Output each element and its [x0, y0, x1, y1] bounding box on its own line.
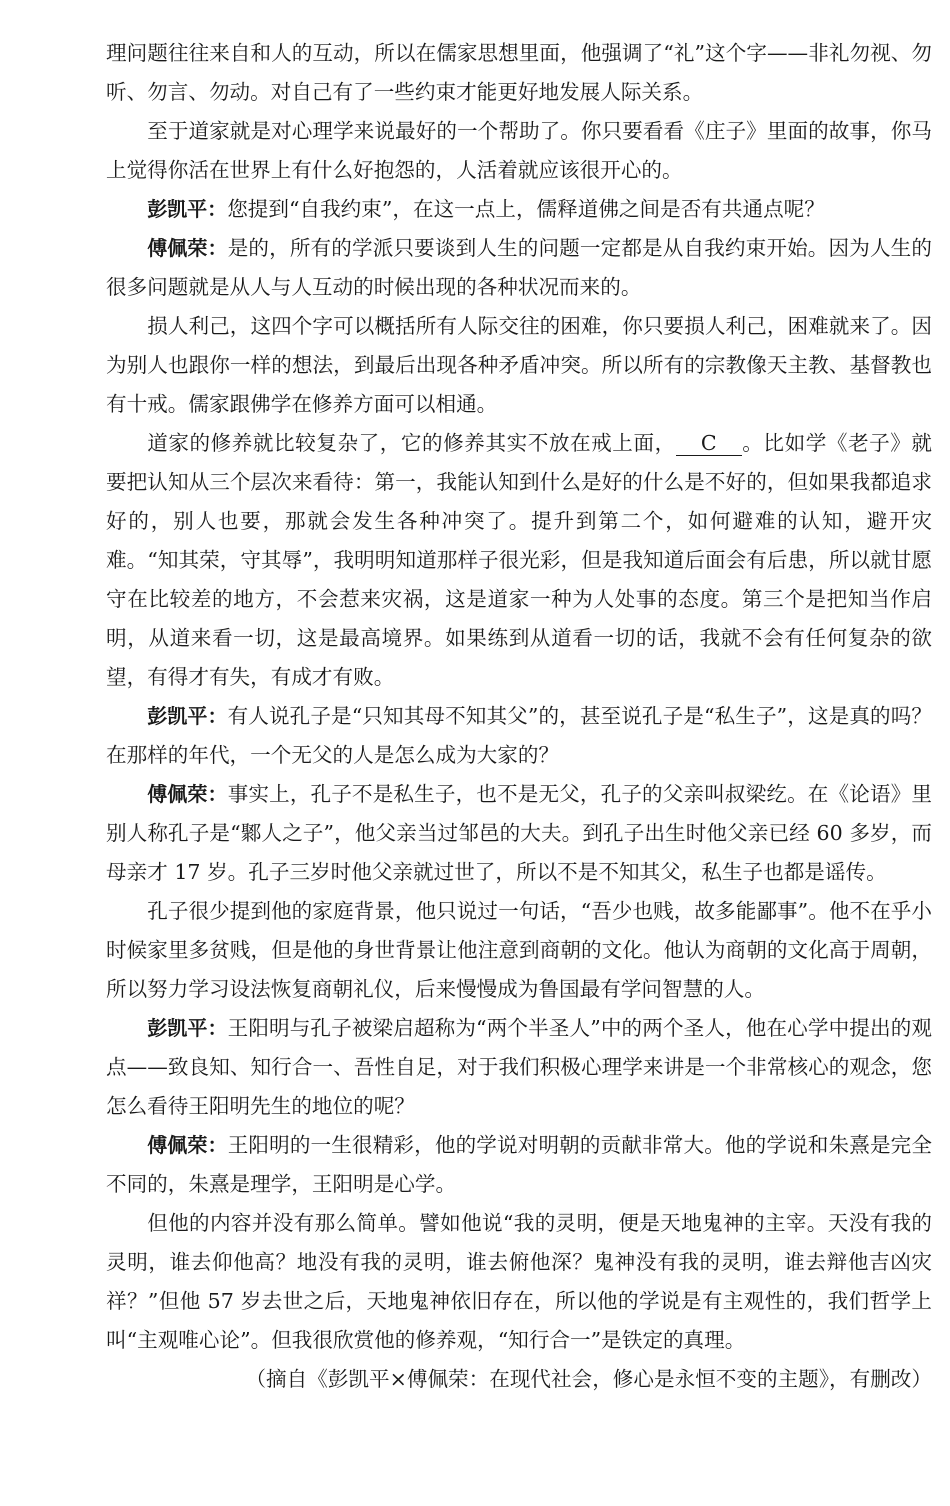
speaker-label: 彭凯平： [147, 1016, 228, 1040]
dialogue-text: 王阳明的一生很精彩，他的学说对明朝的贡献非常大。他的学说和朱熹是完全不同的，朱熹是理学，王阳明是心学。 [106, 1133, 932, 1196]
dialogue-peng-2 [106, 697, 932, 775]
speaker-label: 彭凯平： [147, 197, 228, 221]
paragraph-blank [106, 424, 932, 697]
dialogue-text: 事实上，孔子不是私生子，也不是无父，孔子的父亲叫叔梁纥。在《论语》里别人称孔子是“鄹人之子”，他父亲当过邹邑的大夫。到孔子出生时他父亲已经 60 多岁，而母亲才 17 岁。孔子三岁时他父亲就过世了，所以不是不知其父，私生子也都是谣传。 [106, 782, 932, 884]
paragraph-1: 理问题往往来自和人的互动，所以在儒家思想里面，他强调了“礼”这个字——非礼勿视、勿听、勿言、勿动。对自己有了一些约束才能更好地发展人际关系。 [106, 41, 932, 104]
dialogue-text: 是的，所有的学派只要谈到人生的问题一定都是从自我约束开始。因为人生的很多问题就是从人与人互动的时候出现的各种状况而来的。 [106, 236, 932, 299]
speaker-label: 彭凯平： [147, 704, 228, 728]
dialogue-text: 您提到“自我约束”，在这一点上，儒释道佛之间是否有共通点呢？ [227, 197, 825, 221]
paragraph-9: 孔子很少提到他的家庭背景，他只说过一句话，“吾少也贱，故多能鄙事”。他不在乎小时候家里多贫贱，但是他的身世背景让他注意到商朝的文化。他认为商朝的文化高于周朝，所以努力学习设法恢复商朝礼仪，后来慢慢成为鲁国最有学问智慧的人。 [106, 899, 932, 1001]
dialogue-fu-3 [106, 1126, 932, 1204]
speaker-label: 傅佩荣： [147, 236, 228, 260]
dialogue-peng-1 [106, 190, 932, 229]
paragraph-5: 损人利己，这四个字可以概括所有人际交往的困难，你只要损人利己，困难就来了。因为别人也跟你一样的想法，到最后出现各种矛盾冲突。所以所有的宗教像天主教、基督教也有十戒。儒家跟佛学在修养方面可以相通。 [106, 314, 932, 416]
dialogue-text: 王阳明与孔子被梁启超称为“两个半圣人”中的两个圣人，他在心学中提出的观点——致良知、知行合一、吾性自足，对于我们积极心理学来讲是一个非常核心的观念，您怎么看待王阳明先生的地位的呢？ [106, 1016, 932, 1118]
dialogue-text: 有人说孔子是“只知其母不知其父”的，甚至说孔子是“私生子”，这是真的吗？在那样的年代，一个无父的人是怎么成为大家的？ [106, 704, 933, 767]
dialogue-peng-3 [106, 1009, 932, 1126]
fill-in-blank-answer: C [676, 431, 742, 456]
speaker-label: 傅佩荣： [147, 1133, 228, 1157]
dialogue-fu-1 [106, 229, 932, 307]
speaker-label: 傅佩荣： [147, 782, 228, 806]
dialogue-fu-2 [106, 775, 932, 892]
source-citation: （摘自《彭凯平×傅佩荣：在现代社会，修心是永恒不变的主题》，有删改） [245, 1367, 932, 1391]
paragraph-12: 但他的内容并没有那么简单。譬如他说“我的灵明，便是天地鬼神的主宰。天没有我的灵明，谁去仰他高？地没有我的灵明，谁去俯他深？鬼神没有我的灵明，谁去辩他吉凶灾祥？”但他 57 岁去世之后，天地鬼神依旧存在，所以他的学说是有主观性的，我们哲学上叫“主观唯心论”。但我很欣赏他的修养观，“知行合一”是铁定的真理。 [106, 1211, 932, 1352]
paragraph-2: 至于道家就是对心理学来说最好的一个帮助了。你只要看看《庄子》里面的故事，你马上觉得你活在世界上有什么好抱怨的，人活着就应该很开心的。 [106, 119, 932, 182]
blank-before-text: 道家的修养就比较复杂了，它的修养其实不放在戒上面， [147, 431, 676, 455]
article [106, 34, 932, 1399]
blank-after-text: 。比如学《老子》就要把认知从三个层次来看待：第一，我能认知到什么是好的什么是不好的，但如果我都追求好的，别人也要，那就会发生各种冲突了。提升到第二个，如何避难的认知，避开灾难。“知其荣，守其辱”，我明明知道那样子很光彩，但是我知道后面会有后患，所以就甘愿守在比较差的地方，不会惹来灾祸，这是道家一种为人处事的态度。第三个是把知当作启明，从道来看一切，这是最高境界。如果练到从道看一切的话，我就不会有任何复杂的欲望，有得才有失，有成才有败。 [106, 431, 933, 689]
